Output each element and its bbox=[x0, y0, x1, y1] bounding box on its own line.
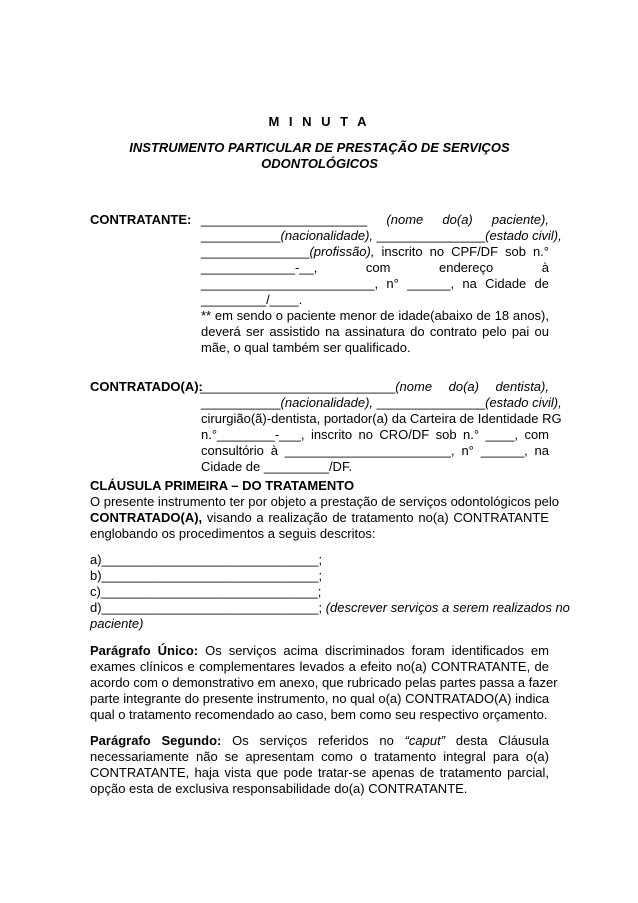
clausula1-item-d-note: paciente) bbox=[90, 616, 144, 631]
clausula1-heading: CLÁUSULA PRIMEIRA – DO TRATAMENTO bbox=[90, 478, 355, 493]
contratado-line4: n.°________-___, inscrito no CRO/DF sob n.° ____, com bbox=[201, 427, 549, 442]
contratante-note-line1: ** em sendo o paciente menor de idade(abaixo de 18 anos), bbox=[201, 308, 549, 323]
clausula1-item-b: b)______________________________; bbox=[90, 568, 323, 583]
contratante-line3: _______________(profissão), inscrito no CPF/DF sob n.° bbox=[201, 244, 549, 259]
clausula1-item-d: d)______________________________; (descrever serviços a serem realizados no bbox=[90, 600, 570, 615]
clausula1-line2: CONTRATADO(A), visando a realização de tratamento no(a) CONTRATANTE bbox=[90, 510, 549, 525]
paragrafo-segundo-line3: CONTRATANTE, haja vista que pode tratar-se apenas de tratamento parcial, bbox=[90, 765, 549, 780]
contratado-line6: Cidade de _________/DF. bbox=[201, 459, 353, 474]
paragrafo-segundo-line1: Parágrafo Segundo: Os serviços referidos no “caput” desta Cláusula bbox=[90, 733, 549, 748]
clausula1-line1: O presente instrumento ter por objeto a prestação de serviços odontológicos pelo bbox=[90, 494, 559, 509]
paragrafo-segundo-line4: opção esta de exclusiva responsabilidade do(a) CONTRATANTE. bbox=[90, 781, 468, 796]
clausula1-line3: englobando os procedimentos a seguis descritos: bbox=[90, 526, 376, 541]
contratante-line4: _____________-__, com endereço à bbox=[201, 260, 549, 275]
paragrafo-unico-line4: parte integrante do presente instrumento, no qual o(a) CONTRATADO(A) indica bbox=[90, 691, 550, 706]
contratante-line2: ___________(nacionalidade), _______________(estado civil), bbox=[201, 228, 562, 243]
contratante-line6: _________/____. bbox=[201, 292, 303, 307]
document-subtitle-line2: ODONTOLÓGICOS bbox=[261, 156, 378, 171]
paragrafo-unico-line1: Parágrafo Único: Os serviços acima discriminados foram identificados em bbox=[90, 643, 549, 658]
contratado-line3: cirurgião(ã)-dentista, portador(a) da Carteira de Identidade RG bbox=[201, 411, 562, 426]
contratado-label: CONTRATADO(A): bbox=[90, 379, 203, 394]
paragrafo-unico-line2: exames clínicos e complementares levados a efeito no(a) CONTRATANTE, de bbox=[90, 659, 549, 674]
contratante-line5: ________________________, n° ______, na Cidade de bbox=[201, 276, 549, 291]
document-title: M I N U T A bbox=[268, 114, 370, 129]
contratado-line5: consultório à _______________________, n° ______, na bbox=[201, 443, 549, 458]
contratado-line2: ___________(nacionalidade), _______________(estado civil), bbox=[201, 395, 562, 410]
contratante-note-line3: mãe, o qual também ser qualificado. bbox=[201, 340, 411, 355]
contratante-line1: _______________________ (nome do(a) paciente), bbox=[201, 212, 549, 227]
contratante-label: CONTRATANTE: bbox=[90, 212, 192, 227]
clausula1-item-c: c)______________________________; bbox=[90, 584, 322, 599]
paragrafo-unico-line3: acordo com o demonstrativo em anexo, que rubricado pelas partes passa a fazer bbox=[90, 675, 558, 690]
document-subtitle-line1: INSTRUMENTO PARTICULAR DE PRESTAÇÃO DE SERVIÇOS bbox=[129, 140, 510, 155]
clausula1-item-a: a)______________________________; bbox=[90, 552, 323, 567]
paragrafo-unico-line5: qual o tratamento recomendado ao caso, bem como seu respectivo orçamento. bbox=[90, 707, 548, 722]
contratante-note-line2: deverá ser assistido na assinatura do contrato pelo pai ou bbox=[201, 324, 549, 339]
contratado-line1: ___________________________(nome do(a) dentista), bbox=[200, 379, 549, 394]
paragrafo-segundo-line2: necessariamente não se apresentam como o tratamento integral para o(a) bbox=[90, 749, 549, 764]
